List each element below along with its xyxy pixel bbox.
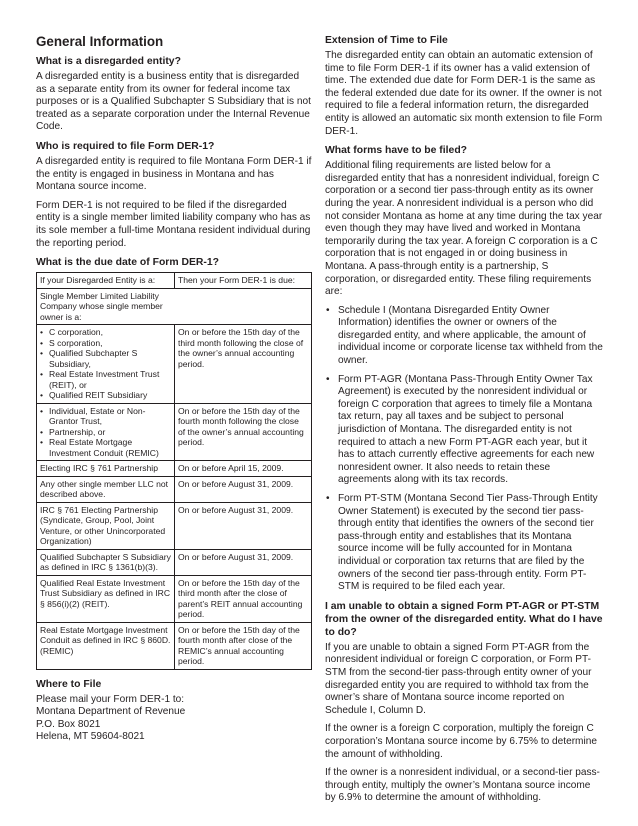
due-date-table bbox=[36, 272, 312, 670]
table-row bbox=[37, 549, 312, 575]
heading-who-required: Who is required to file Form DER-1? bbox=[36, 140, 215, 152]
heading-extension: Extension of Time to File bbox=[325, 35, 448, 46]
page-title: General Information bbox=[36, 34, 164, 49]
heading-what-forms: What forms have to be filed? bbox=[325, 145, 468, 157]
list-item: • Real Estate Mortgage Investment Conduit (REMIC) bbox=[40, 437, 171, 458]
paragraph-who-required-1: A disregarded entity is required to file Montana Form DER-1 if the entity is engaged in business in Montana and has Montana source income. bbox=[36, 155, 312, 193]
table-header-entity: If your Disregarded Entity is a: bbox=[37, 273, 175, 289]
table-cell: Any other single member LLC not described above. bbox=[37, 476, 175, 502]
paragraph-who-required-2: Form DER-1 is not required to be filed if the disregarded entity is a single member limited liability company who has as its sole member a full-time Montana resident individual during the reporting period. bbox=[36, 199, 311, 249]
single-member-llc-label: Single Member Limited Liability Company whose single member owner is a: bbox=[40, 290, 163, 322]
table-cell: Real Estate Mortgage Investment Conduit as defined in IRC § 860D. (REMIC) bbox=[37, 622, 175, 669]
list-item: • C corporation, bbox=[40, 327, 171, 338]
table-cell: On or before August 31, 2009. bbox=[175, 502, 312, 549]
table-cell: On or before August 31, 2009. bbox=[175, 549, 312, 575]
table-cell: On or before the 15th day of the third month following the close of the owner’s annual accounting period. bbox=[175, 325, 312, 404]
table-cell bbox=[37, 288, 312, 325]
table-cell: IRC § 761 Electing Partnership (Syndicate, Group, Pool, Joint Venture, or other Unincorporated Organization) bbox=[37, 502, 175, 549]
table-row bbox=[37, 325, 312, 404]
table-row bbox=[37, 288, 312, 325]
table-cell: On or before the 15th day of the fourth month after close of the REMIC’s annual accounting period. bbox=[175, 622, 312, 669]
address-line: P.O. Box 8021 bbox=[36, 718, 101, 730]
right-column bbox=[325, 34, 603, 811]
table-cell: On or before April 15, 2009. bbox=[175, 461, 312, 477]
address-line: Montana Department of Revenue bbox=[36, 706, 186, 718]
filing-requirements-list bbox=[325, 305, 603, 594]
table-header-due: Then your Form DER-1 is due: bbox=[175, 273, 312, 289]
table-cell: Electing IRC § 761 Partnership bbox=[37, 461, 175, 477]
table-cell: Qualified Real Estate Investment Trust Subsidiary as defined in IRC § 856(i)(2) (REIT). bbox=[37, 575, 175, 622]
paragraph-disregarded-entity: A disregarded entity is a business entity that is disregarded as a separate entity from its owner for federal income tax purposes or is a Qualified Subchapter S Subsidiary that is not treated as a separate corporation under the Internal Revenue Code. bbox=[36, 71, 311, 133]
table-row bbox=[37, 461, 312, 477]
mailing-address bbox=[36, 694, 312, 744]
list-item: • Individual, Estate or Non-Grantor Trust, bbox=[40, 406, 171, 427]
list-item: • Form PT-AGR (Montana Pass-Through Entity Owner Tax Agreement) is executed by the nonresident individual or foreign C corporation that agrees to timely file a Montana tax return, pay all taxes and be subject to personal jurisdiction of Montana. The disregarded entity is not required to attach a new Form PT-AGR each year, but it has to attach currently effective agreements for each new nonresident owner. It also needs to retain these agreements along with its tax records. bbox=[325, 374, 603, 487]
list-item: • Partnership, or bbox=[40, 427, 171, 438]
left-column bbox=[36, 34, 312, 744]
paragraph-unable-3: If the owner is a nonresident individual, or a second-tier pass-through entity, multiply the owner’s Montana source income by 6.9% to determine the amount of withholding. bbox=[325, 767, 600, 804]
table-row bbox=[37, 476, 312, 502]
address-line: Please mail your Form DER-1 to: bbox=[36, 693, 185, 705]
table-row bbox=[37, 575, 312, 622]
heading-disregarded-entity: What is a disregarded entity? bbox=[36, 56, 181, 67]
list-item: • Schedule I (Montana Disregarded Entity Owner Information) identifies the owner or owners of the disregarded entity, and where applicable, the amount of individual income or corporate license tax withheld from the owner. bbox=[325, 305, 603, 368]
table-row bbox=[37, 502, 312, 549]
paragraph-unable-1: If you are unable to obtain a signed Form PT-AGR from the nonresident individual or foreign C corporation, or Form PT-STM from the second-tier pass-through entity owner of your disregarded entity you are required to withhold tax from the owner’s share of Montana source income reported on Schedule I, Column D. bbox=[325, 641, 592, 716]
list-item: • Qualified REIT Subsidiary bbox=[40, 390, 171, 401]
heading-where-to-file: Where to File bbox=[36, 678, 102, 690]
table-cell: On or before August 31, 2009. bbox=[175, 476, 312, 502]
list-item: • Real Estate Investment Trust (REIT), or bbox=[40, 369, 171, 390]
table-cell: Qualified Subchapter S Subsidiary as defined in IRC § 1361(b)(3). bbox=[37, 549, 175, 575]
list-item: • Qualified Subchapter S Subsidiary, bbox=[40, 348, 171, 369]
heading-due-date: What is the due date of Form DER-1? bbox=[36, 257, 219, 269]
table-row bbox=[37, 403, 312, 461]
address-line: Helena, MT 59604-8021 bbox=[36, 731, 145, 743]
paragraph-unable-2: If the owner is a foreign C corporation, multiply the foreign C corporation’s Montana source income by 6.75% to determine the amount of withholding. bbox=[325, 723, 597, 760]
paragraph-what-forms: Additional filing requirements are listed below for a disregarded entity that has a nonresident individual, foreign C corporation or a second tier pass-through entity as its owner during the year. A nonresident individual is a person who did not consider Montana as home at any time during the tax year even though they may have lived and worked in Montana temporarily during the tax year. A foreign C corporation is a C corporation that is not engaged in or doing business in Montana. A pass-through entity is a partnership, S corporation, or disregarded entity. These filing requirements are: bbox=[325, 160, 603, 298]
table-row bbox=[37, 622, 312, 669]
table-cell: On or before the 15th day of the fourth month following the close of the owner’s annual accounting period. bbox=[175, 403, 312, 461]
list-item: • S corporation, bbox=[40, 338, 171, 349]
list-item: • Form PT-STM (Montana Second Tier Pass-Through Entity Owner Statement) is executed by the second tier pass-through entity that identifies the owners of the second tier pass-through entity and establishes that its Montana source income will be fully accounted for in Montana individual or corporation tax returns that are filed by the owners of the second tier pass-through entity. Form PT-STM is required to be filed each year. bbox=[325, 493, 603, 594]
paragraph-extension: The disregarded entity can obtain an automatic extension of time to file Form DER-1 if its owner has a valid extension of time. The extended due date for Form DER-1 is the same as the federal extended due date for its owner. If the owner is not required to file a federal information return, the disregarded entity is allowed an automatic six month extension to file Form DER-1. bbox=[325, 50, 603, 137]
heading-unable-to-obtain: I am unable to obtain a signed Form PT-AGR or PT-STM from the owner of the disregarded entity. What do I have to do? bbox=[325, 600, 603, 638]
table-cell bbox=[37, 325, 175, 404]
table-header-row bbox=[37, 273, 312, 289]
table-cell: On or before the 15th day of the third month after the close of parent’s REIT annual accounting period. bbox=[175, 575, 312, 622]
table-cell bbox=[37, 403, 175, 461]
